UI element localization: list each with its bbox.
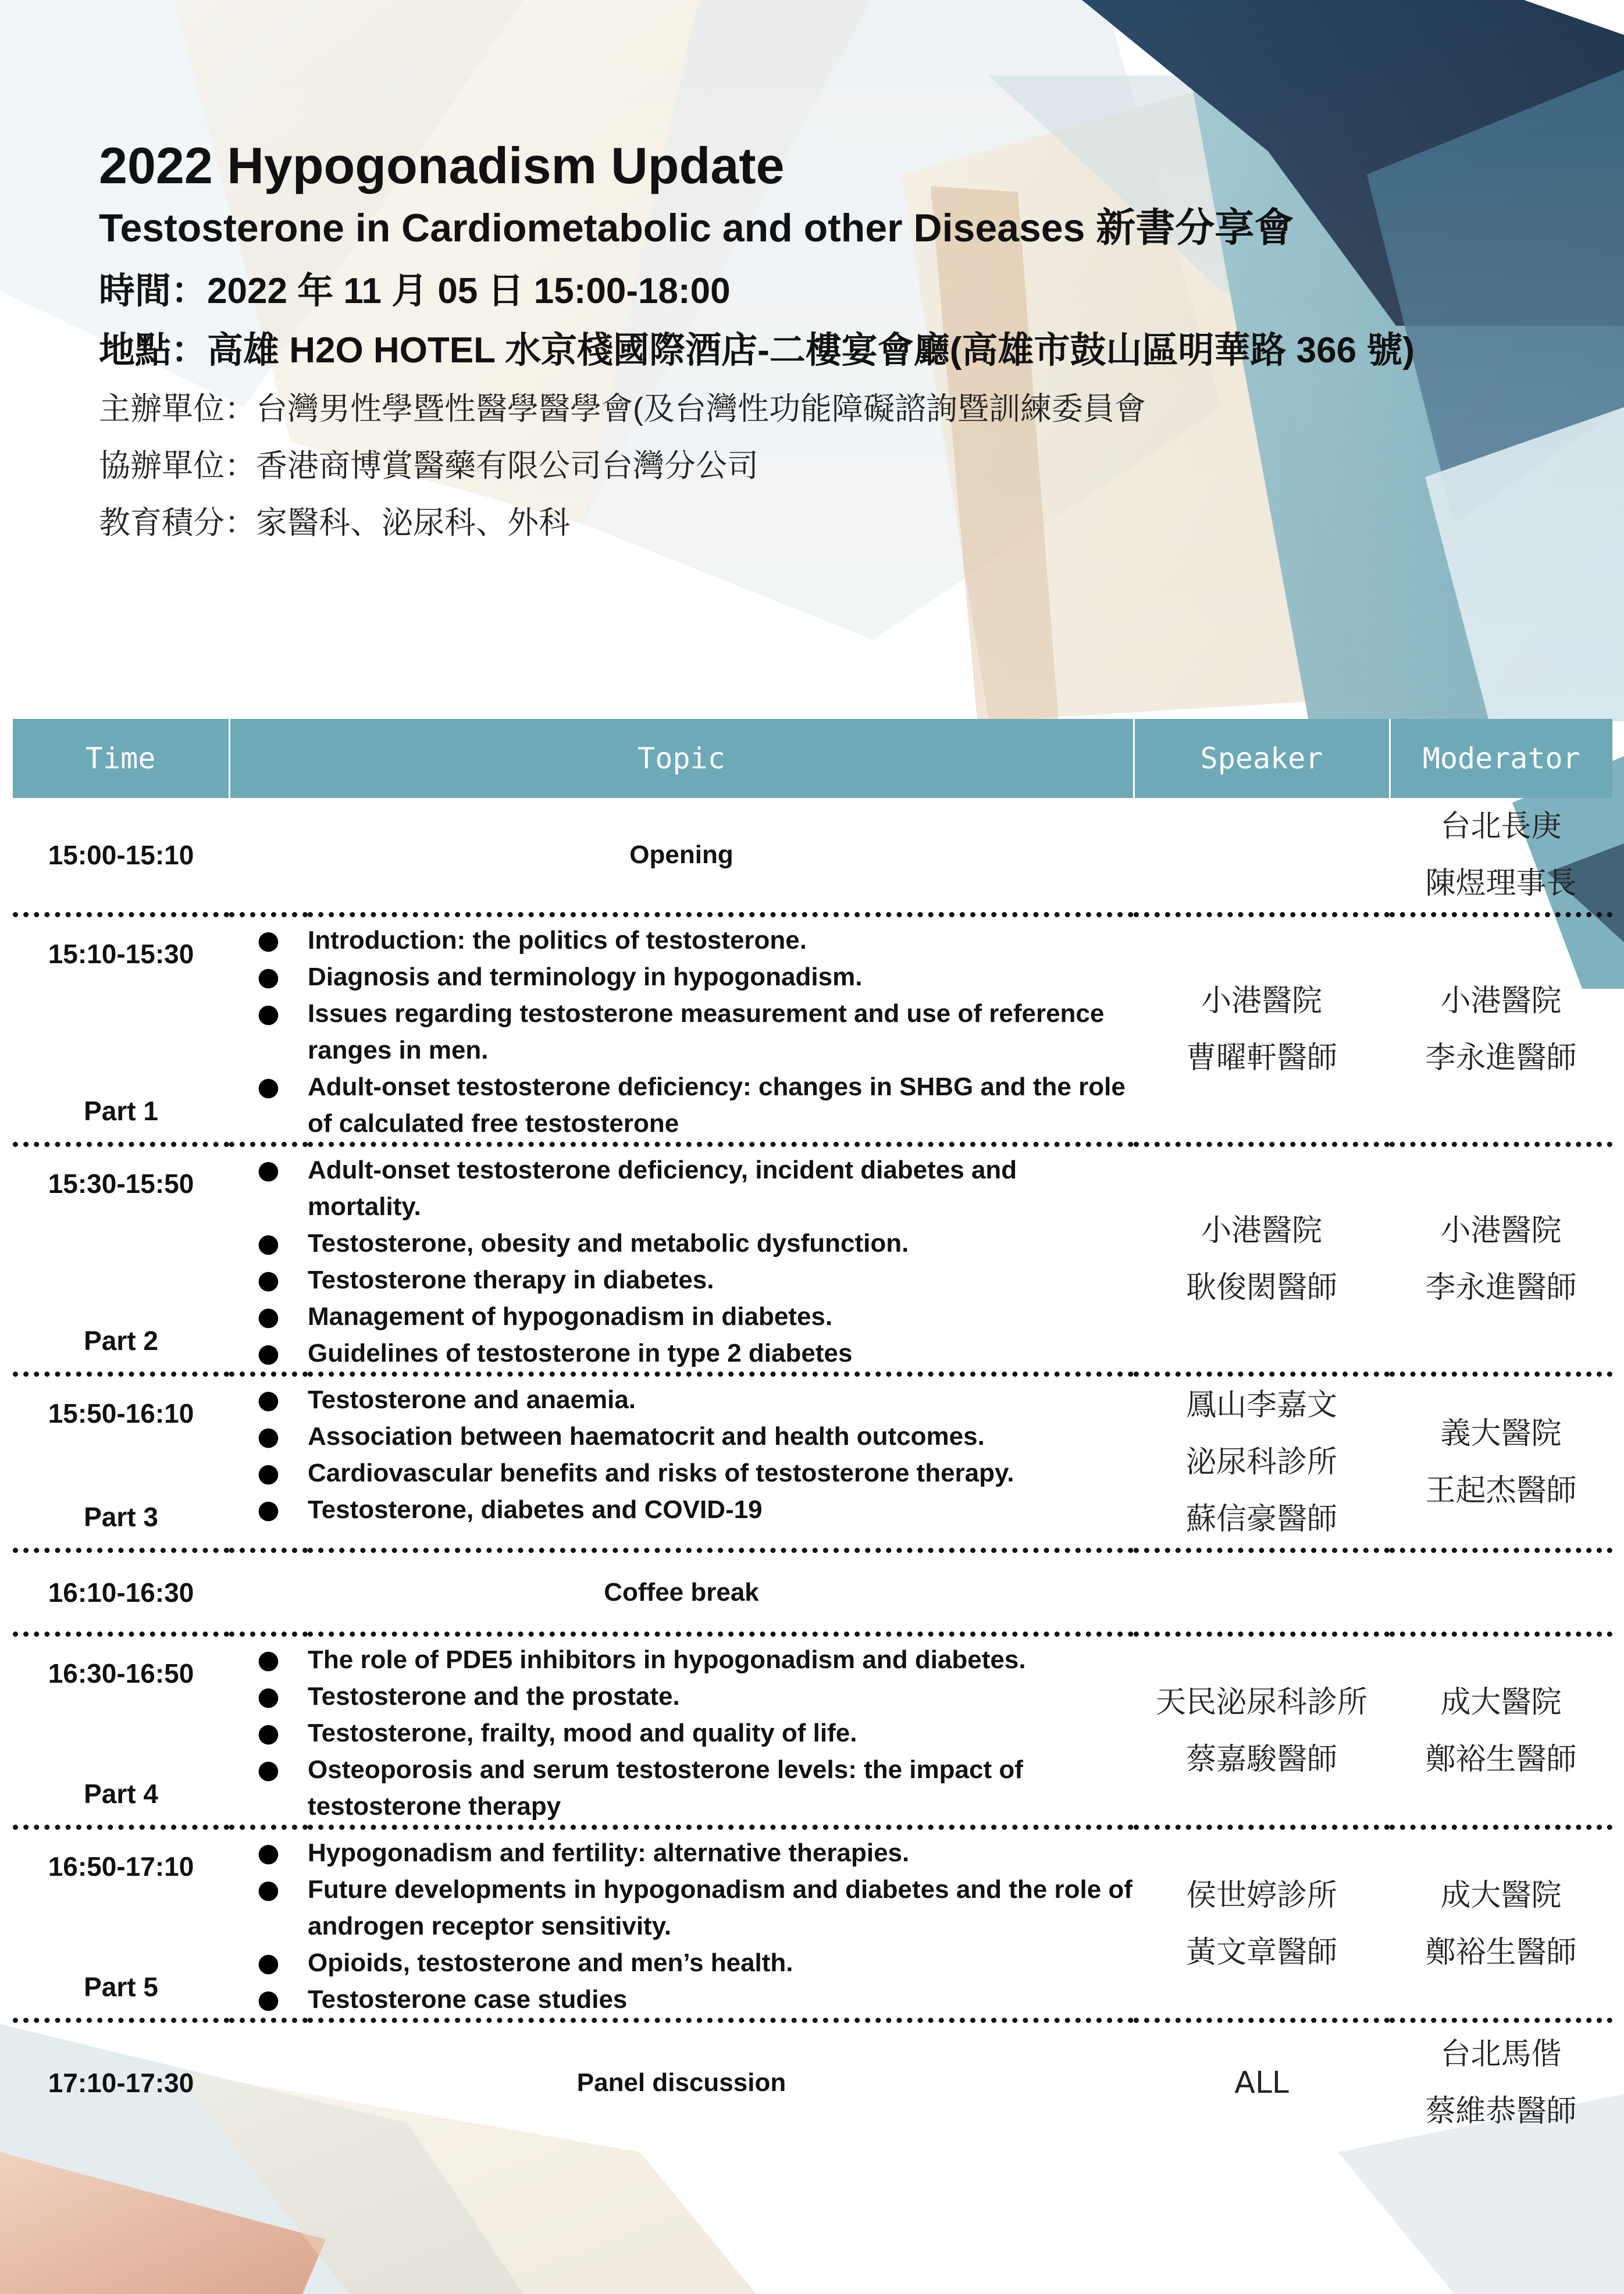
- topic-item: Cardiovascular benefits and risks of testosterone therapy.: [308, 1459, 1014, 1487]
- row-time: 15:00-15:10: [48, 840, 194, 870]
- row-moderator: 台北長庚 陳煜理事長: [1425, 809, 1577, 901]
- event-co-organizer: 協辦單位：香港商博賞醫藥有限公司台灣分公司: [99, 448, 758, 483]
- topic-item: Adult-onset testosterone deficiency, incident diabetes and mortality.: [308, 1156, 1017, 1221]
- topic-item: Testosterone and anaemia.: [308, 1385, 636, 1414]
- bullet-icon: ●: [257, 999, 280, 1028]
- bullet-icon: ●: [257, 1718, 280, 1748]
- row-time: 16:50-17:10 Part 5: [13, 1828, 229, 2021]
- row-topic: Opening: [629, 840, 733, 869]
- row-topics: [308, 1374, 1134, 1551]
- bullet-icon: ●: [257, 1645, 280, 1675]
- row-time: 16:10-16:30: [13, 1551, 229, 1634]
- topic-item: Future developments in hypogonadism and diabetes and the role of androgen receptor sensitivity.: [308, 1875, 1132, 1940]
- bullet-icon: ●: [257, 1072, 280, 1102]
- topic-item: Diagnosis and terminology in hypogonadism.: [308, 963, 863, 991]
- row-time: 16:30-16:50 Part 4: [13, 1634, 229, 1828]
- row-moderator: 小港醫院 李永進醫師: [1390, 1145, 1612, 1374]
- bullet-icon: ●: [257, 962, 280, 992]
- event-title: 2022 Hypogonadism Update: [99, 137, 785, 194]
- part-label: Part 5: [84, 1972, 158, 2002]
- table-row: [13, 1634, 1612, 1828]
- bullet-icon: ●: [257, 1985, 280, 2014]
- row-topic: Panel discussion: [229, 2021, 1134, 2143]
- event-time: 時間：2022 年 11 月 05 日 15:00-18:00: [99, 271, 731, 311]
- table-row: [13, 2021, 1612, 2143]
- row-topics: [308, 1828, 1134, 2021]
- topic-item: Management of hypogonadism in diabetes.: [308, 1302, 833, 1331]
- bullet-icon: ●: [257, 1338, 280, 1368]
- topic-item: Association between haematocrit and health outcomes.: [308, 1422, 985, 1451]
- bullet-column: [229, 1374, 308, 1551]
- bullet-icon: ●: [257, 1265, 280, 1295]
- topic-item: Issues regarding testosterone measurement and use of reference ranges in men.: [308, 999, 1105, 1064]
- bullet-icon: ●: [257, 1875, 280, 1904]
- topic-item: Hypogonadism and fertility: alternative therapies.: [308, 1839, 910, 1867]
- bullet-icon: ●: [257, 1495, 280, 1524]
- row-speaker: 鳳山李嘉文 泌尿科診所 蘇信豪醫師: [1134, 1374, 1390, 1551]
- bullet-icon: ●: [257, 1755, 280, 1784]
- header-speaker: Speaker: [1134, 719, 1390, 798]
- row-topics: [308, 1634, 1134, 1828]
- bullet-icon: ●: [257, 1682, 280, 1711]
- topic-item: Adult-onset testosterone deficiency: changes in SHBG and the role of calculated free testosterone: [308, 1073, 1126, 1138]
- bullet-icon: ●: [257, 925, 280, 955]
- topic-item: Testosterone, obesity and metabolic dysfunction.: [308, 1229, 909, 1258]
- header-moderator: Moderator: [1390, 719, 1612, 798]
- header-time: Time: [13, 719, 229, 798]
- bullet-column: [229, 1634, 308, 1828]
- bullet-icon: ●: [257, 1228, 280, 1258]
- bullet-icon: ●: [257, 1155, 280, 1185]
- table-row: [13, 798, 1612, 915]
- part-label: Part 2: [84, 1326, 158, 1356]
- event-venue: 地點：高雄 H2O HOTEL 水京棧國際酒店-二樓宴會廳(高雄市鼓山區明華路 366 號): [99, 330, 1415, 371]
- bullet-icon: ●: [257, 1385, 280, 1415]
- row-time: 15:30-15:50 Part 2: [13, 1145, 229, 1374]
- row-moderator: 義大醫院 王起杰醫師: [1390, 1374, 1612, 1551]
- topic-item: Testosterone and the prostate.: [308, 1682, 680, 1711]
- row-speaker: ALL: [1134, 2021, 1390, 2143]
- row-topics: [308, 915, 1134, 1145]
- event-credits: 教育積分：家醫科、泌尿科、外科: [99, 505, 570, 540]
- topic-item: Osteoporosis and serum testosterone levels: the impact of testosterone therapy: [308, 1755, 1023, 1821]
- event-header: [99, 134, 1553, 551]
- row-topics: [308, 1145, 1134, 1374]
- part-label: Part 4: [84, 1779, 158, 1809]
- bullet-icon: ●: [257, 1458, 280, 1488]
- header-topic: Topic: [229, 719, 1134, 798]
- bullet-icon: ●: [257, 1422, 280, 1451]
- row-speaker: 侯世婷診所 黃文章醫師: [1134, 1828, 1390, 2021]
- table-row: [13, 1551, 1612, 1634]
- row-time: 15:10-15:30 Part 1: [13, 915, 229, 1145]
- bullet-column: [229, 1145, 308, 1374]
- row-topic: Coffee break: [229, 1551, 1134, 1634]
- topic-item: Guidelines of testosterone in type 2 diabetes: [308, 1339, 853, 1367]
- table-row: [13, 1374, 1612, 1551]
- bullet-column: [229, 1828, 308, 2021]
- row-speaker: [1134, 1551, 1390, 1634]
- row-speaker: [1134, 798, 1390, 915]
- row-time: 17:10-17:30: [13, 2021, 229, 2143]
- topic-item: Introduction: the politics of testosterone.: [308, 926, 807, 954]
- row-time: 15:50-16:10 Part 3: [13, 1374, 229, 1551]
- table-row: [13, 915, 1612, 1145]
- row-moderator: 成大醫院 鄭裕生醫師: [1390, 1828, 1612, 2021]
- row-speaker: 小港醫院 耿俊閎醫師: [1134, 1145, 1390, 1374]
- table-row: [13, 1828, 1612, 2021]
- row-moderator: [1390, 1551, 1612, 1634]
- topic-item: Opioids, testosterone and men’s health.: [308, 1949, 793, 1977]
- row-moderator: 小港醫院 李永進醫師: [1390, 915, 1612, 1145]
- row-speaker: 小港醫院 曹曜軒醫師: [1134, 915, 1390, 1145]
- schedule-table: [13, 719, 1612, 2143]
- topic-item: The role of PDE5 inhibitors in hypogonadism and diabetes.: [308, 1645, 1026, 1674]
- bullet-icon: ●: [257, 1838, 280, 1868]
- table-row: [13, 1145, 1612, 1374]
- part-label: Part 3: [84, 1502, 158, 1532]
- topic-item: Testosterone, frailty, mood and quality of life.: [308, 1719, 857, 1747]
- row-moderator: 台北馬偕 蔡維恭醫師: [1390, 2021, 1612, 2143]
- topic-item: Testosterone case studies: [308, 1985, 628, 2014]
- row-moderator: 成大醫院 鄭裕生醫師: [1390, 1634, 1612, 1828]
- event-organizer: 主辦單位：台灣男性學暨性醫學醫學會(及台灣性功能障礙諮詢暨訓練委員會: [99, 391, 1146, 426]
- table-header-row: [13, 719, 1612, 798]
- bullet-icon: ●: [257, 1948, 280, 1978]
- row-speaker: 天民泌尿科診所 蔡嘉駿醫師: [1134, 1634, 1390, 1828]
- bullet-column: [229, 915, 308, 1145]
- part-label: Part 1: [84, 1096, 158, 1126]
- event-subtitle: Testosterone in Cardiometabolic and other Diseases 新書分享會: [99, 206, 1294, 250]
- topic-item: Testosterone therapy in diabetes.: [308, 1266, 714, 1294]
- bullet-icon: ●: [257, 1302, 280, 1331]
- topic-item: Testosterone, diabetes and COVID-19: [308, 1495, 763, 1524]
